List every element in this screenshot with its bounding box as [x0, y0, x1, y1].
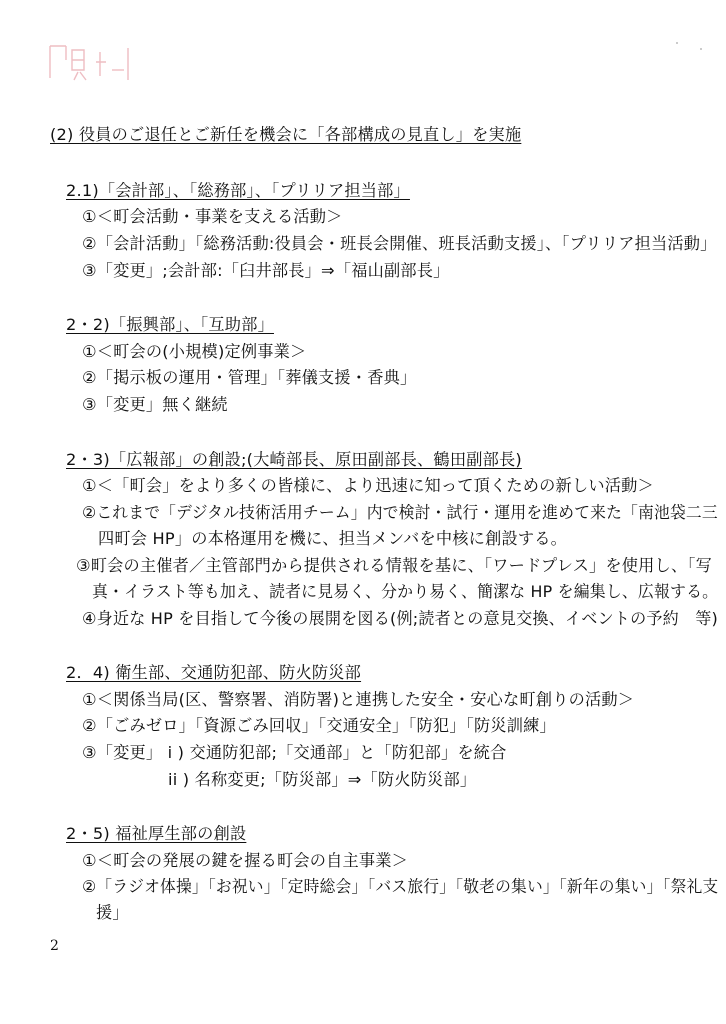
subsection-title: 2・3)「広報部」の創設;(大崎部長、原田副部長、鶴田副部長)	[66, 450, 522, 469]
list-item: ii ) 名称変更;「防災部」⇒「防火防災部」	[168, 770, 477, 789]
page-number: 2	[50, 938, 59, 954]
list-item: ③町会の主催者／主管部門から提供される情報を基に、「ワードプレス」を使用し、「写	[76, 556, 713, 575]
list-item: ①＜町会活動・事業を支える活動＞	[82, 207, 343, 226]
list-item: ②「会計活動」「総務活動:役員会・班長会開催、班長活動支援」、「プリリア担当活動」	[82, 234, 717, 253]
list-item: ①＜町会の(小規模)定例事業＞	[82, 342, 307, 361]
list-item: 真・イラスト等も加え、読者に見易く、分かり易く、簡潔な HP を編集し、広報する。	[92, 582, 719, 601]
list-item: ①＜町会の発展の鍵を握る町会の自主事業＞	[82, 851, 409, 870]
list-item: 四町会 HP」の本格運用を機に、担当メンバを中核に創設する。	[98, 529, 568, 548]
faint-stamp-mark	[44, 40, 140, 86]
subsection-title: 2・2)「振興部」、「互助部」	[66, 315, 274, 334]
subsection-title: 2・5) 福祉厚生部の創設	[66, 824, 247, 843]
subsection-title: 2.1)「会計部」、「総務部」、「プリリア担当部」	[66, 181, 410, 200]
list-item: ①＜関係当局(区、警察署、消防署)と連携した安全・安心な町創りの活動＞	[82, 690, 635, 709]
list-item: ②「ラジオ体操」「お祝い」「定時総会」「バス旅行」「敬老の集い」「新年の集い」「祭礼支	[82, 877, 719, 896]
scan-speck	[700, 48, 702, 50]
section-heading: (2) 役員のご退任とご新任を機会に「各部構成の見直し」を実施	[50, 125, 522, 144]
list-item: ③「変更」 i ) 交通防犯部;「交通部」と「防犯部」を統合	[82, 743, 507, 762]
subsection-title: 2．4) 衛生部、交通防犯部、防火防災部	[66, 663, 362, 682]
list-item: ④身近な HP を目指して今後の展開を図る(例;読者との意見交換、イベントの予約 等)	[82, 609, 718, 628]
scan-speck	[676, 42, 678, 44]
list-item: ①＜「町会」をより多くの皆様に、より迅速に知って頂くための新しい活動＞	[82, 476, 654, 495]
list-item: ②これまで「デジタル技術活用チーム」内で検討・試行・運用を進めて来た「南池袋二三	[82, 503, 718, 522]
list-item: ③「変更」;会計部:「臼井部長」⇒「福山副部長」	[82, 261, 450, 280]
list-item: ②「ごみゼロ」「資源ごみ回収」「交通安全」「防犯」「防災訓練」	[82, 716, 556, 735]
list-item: 援」	[96, 903, 129, 922]
list-item: ②「掲示板の運用・管理」「葬儀支援・香典」	[82, 368, 417, 387]
list-item: ③「変更」無く継続	[82, 395, 228, 414]
